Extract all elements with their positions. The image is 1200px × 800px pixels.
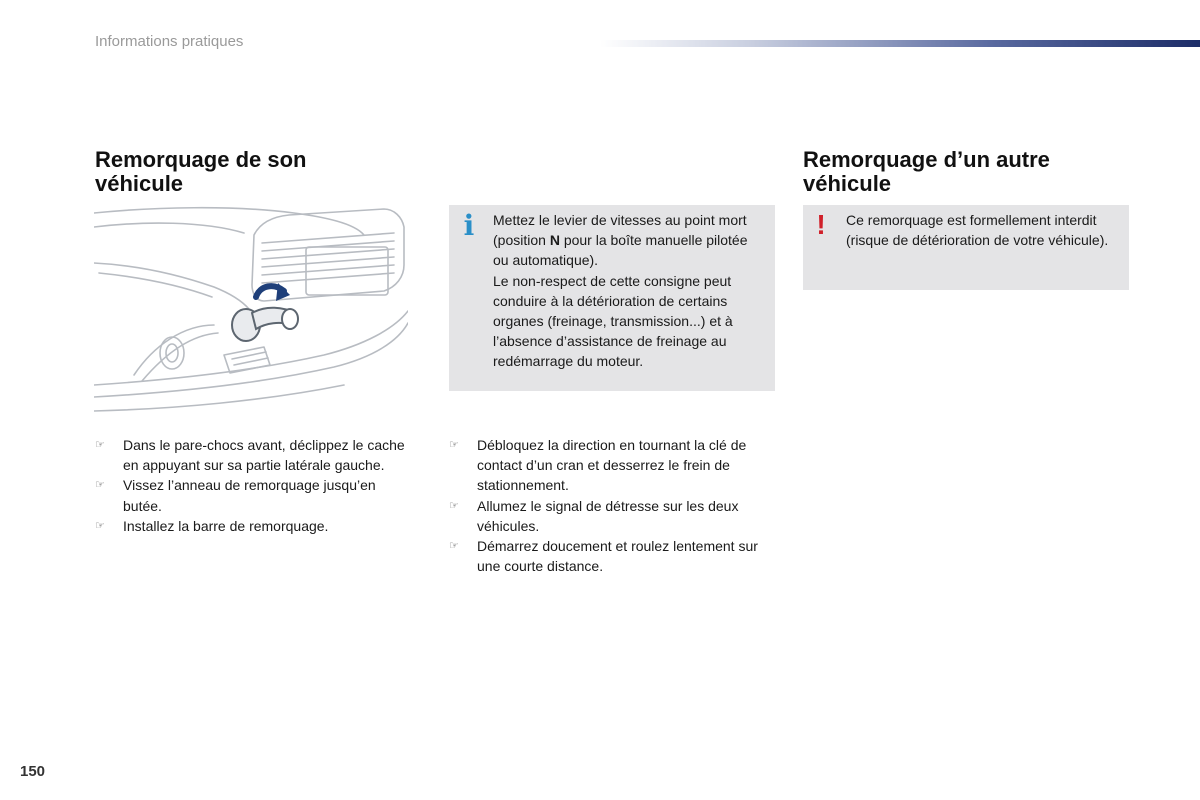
step-text: Démarrez doucement et roulez lentement sur une courte distance. (477, 538, 758, 575)
page-number: 150 (20, 763, 46, 780)
step-text: Installez la barre de remorquage. (123, 517, 329, 534)
info-note-paragraph-2: Le non-respect de cette consigne peut conduire à la détérioration de certains organes (freinage, transmission...) et à l’absence d’assistance de freinage au redémarrage du moteur. (493, 272, 733, 370)
pointing-hand-icon: ☞ (95, 519, 105, 532)
right-section-title (803, 148, 1050, 196)
warning-note-text: Ce remorquage est formellement interdit (risque de détérioration de votre véhicule). (846, 212, 1109, 249)
list-item (95, 475, 415, 515)
pointing-hand-icon: ☞ (449, 439, 459, 451)
info-note-box (449, 205, 775, 391)
pointing-hand-icon: ☞ (449, 540, 459, 553)
list-item (95, 516, 415, 536)
right-title-line1: Remorquage d’un autre (803, 147, 1050, 172)
left-section-title (95, 148, 306, 196)
bumper-tow-ring-illustration (94, 205, 408, 415)
info-note-paragraph-1 (493, 210, 765, 271)
pointing-hand-icon: ☞ (95, 439, 105, 451)
pointing-hand-icon: ☞ (95, 479, 105, 492)
right-title-line2: véhicule (803, 171, 892, 196)
info-note-para1-start: Mettez le levier de vitesses au point mort (position (493, 212, 747, 249)
step-text: Débloquez la direction en tournant la clé de contact d’un cran et desserrez le frein de stationnement. (477, 437, 747, 494)
pointing-hand-icon: ☞ (449, 499, 459, 512)
info-icon: i (463, 209, 475, 242)
step-text: Vissez l’anneau de remorquage jusqu’en butée. (123, 477, 376, 514)
warning-icon: ! (816, 209, 826, 240)
left-title-line2: véhicule (95, 171, 184, 196)
section-label: Informations pratiques (95, 33, 244, 50)
step-text: Allumez le signal de détresse sur les deux véhicules. (477, 497, 739, 534)
warning-note-box (803, 205, 1129, 290)
list-item (449, 435, 779, 496)
header-gradient-bar (600, 40, 1200, 47)
steps-list-left (95, 435, 415, 536)
gear-position-label: N (549, 232, 560, 249)
steps-list-middle (449, 435, 779, 576)
list-item (449, 496, 779, 536)
list-item (449, 536, 779, 576)
step-text: Dans le pare-chocs avant, déclippez le cache en appuyant sur sa partie latérale gauche. (123, 437, 405, 474)
left-title-line1: Remorquage de son (95, 147, 307, 172)
info-note-text (493, 210, 765, 372)
info-note-para1-end: pour la boîte manuelle pilotée ou automatique). (493, 232, 748, 269)
list-item (95, 435, 415, 475)
